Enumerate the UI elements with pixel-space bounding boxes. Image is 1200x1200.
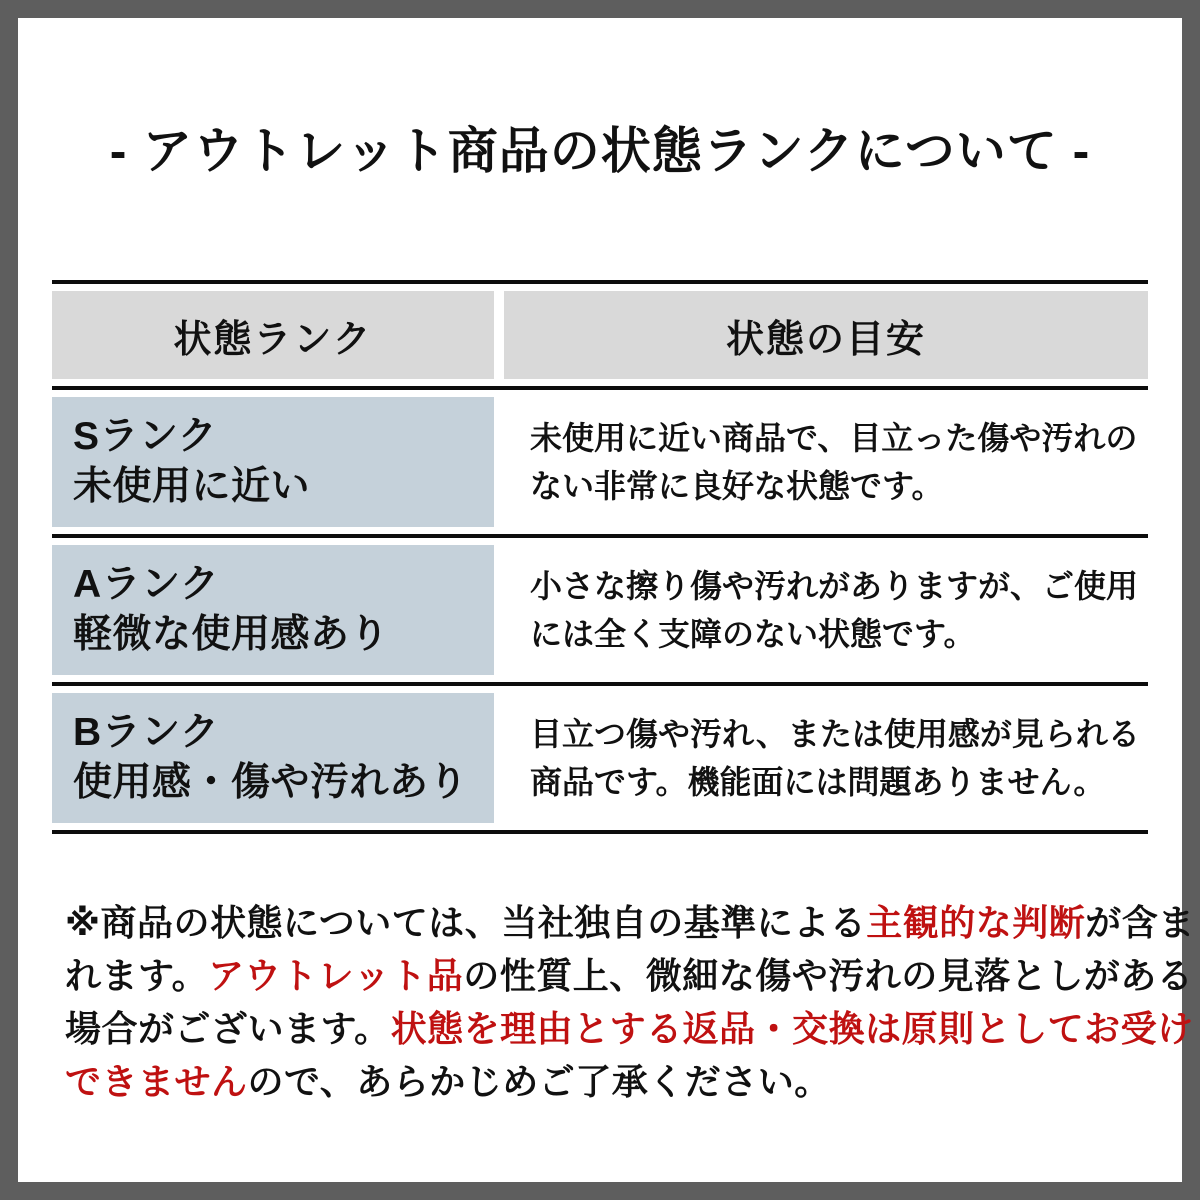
desc-cell-b: [504, 693, 1148, 823]
footnote-line-3: [65, 1002, 1194, 1055]
desc-cell-s: [504, 397, 1148, 527]
rank-subtitle: 未使用に近い: [73, 465, 311, 508]
page-title: - アウトレット商品の状態ランクについて -: [109, 123, 1091, 179]
header-rank-label: 状態ランク: [173, 318, 373, 361]
header-cell-rank: [52, 291, 494, 379]
footnote-line-1: [65, 896, 1195, 949]
footnote-text: の性質上、微細な傷や汚れの見落としがある: [463, 955, 1194, 996]
desc-cell-a: [504, 545, 1148, 675]
desc-line: 未使用に近い商品で、目立った傷や汚れの: [530, 420, 1138, 456]
rank-subtitle: 使用感・傷や汚れあり: [73, 761, 469, 804]
table-row-b-rank: [52, 686, 1148, 830]
footnote-emphasis: 主観的な判断: [866, 902, 1086, 943]
footnote-emphasis: 状態を理由とする返品・交換は原則としてお受け: [390, 1008, 1194, 1049]
table-header-row: [52, 284, 1148, 386]
footnote-line-4: [65, 1055, 1135, 1108]
footnote-text: が含ま: [1085, 902, 1195, 943]
desc-line: 目立つ傷や汚れ、または使用感が見られる: [530, 716, 1140, 752]
footnote-text: れます。: [65, 955, 209, 996]
content-card: [18, 18, 1195, 1182]
footnote-text: ※商品の状態については、当社独自の基準による: [65, 902, 867, 943]
rank-name: Aランク: [73, 563, 220, 606]
desc-line: 小さな擦り傷や汚れがありますが、ご使用: [530, 568, 1139, 604]
header-guide-label: 状態の目安: [725, 318, 926, 361]
header-cell-guide: [504, 291, 1148, 379]
footnote: [65, 896, 1195, 1108]
rank-name: Sランク: [73, 415, 218, 458]
footnote-emphasis: できません: [65, 1061, 248, 1102]
footnote-emphasis: アウトレット品: [208, 955, 464, 996]
rank-name: Bランク: [73, 711, 220, 754]
footnote-text: 場合がございます。: [65, 1008, 391, 1049]
desc-line: ない非常に良好な状態です。: [530, 468, 944, 504]
table-divider-bottom: [52, 830, 1148, 834]
desc-line: 商品です。機能面には問題ありません。: [530, 764, 1106, 800]
rank-cell-s: [52, 397, 494, 527]
table-row-a-rank: [52, 538, 1148, 682]
table-row-s-rank: [52, 390, 1148, 534]
desc-line: には全く支障のない状態です。: [530, 616, 976, 652]
rank-cell-a: [52, 545, 494, 675]
footnote-text: ので、あらかじめご了承ください。: [247, 1061, 831, 1102]
condition-rank-table: [52, 280, 1148, 834]
rank-subtitle: 軽微な使用感あり: [73, 613, 390, 656]
footnote-line-2: [65, 949, 1194, 1002]
rank-cell-b: [52, 693, 494, 823]
